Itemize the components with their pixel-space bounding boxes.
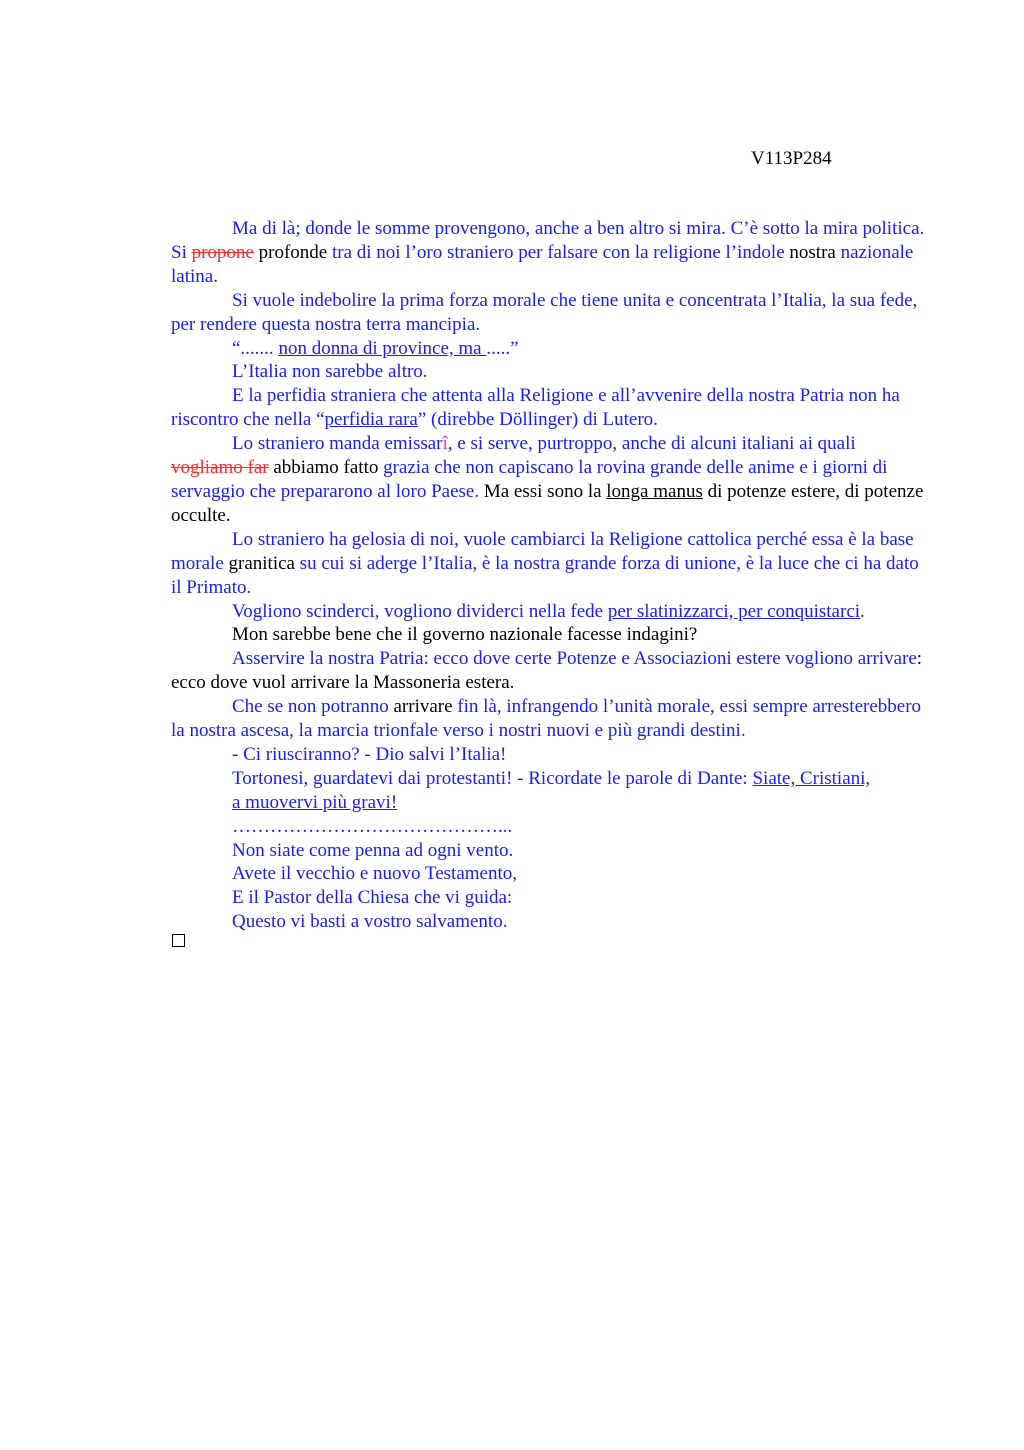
deleted-text: propone — [191, 241, 254, 263]
paragraph-12 — [171, 743, 931, 767]
verse-line: Avete il vecchio e nuovo Testamento, — [232, 863, 517, 885]
paragraph-8 — [171, 600, 931, 624]
paragraph-1 — [171, 217, 931, 289]
text-run: Lo straniero manda emissar — [232, 433, 443, 455]
page-reference: V113P284 — [751, 148, 832, 169]
verse-line: ……………………………………... — [232, 815, 513, 837]
text-run: “....... — [232, 337, 279, 359]
text-run: granitica — [223, 552, 295, 574]
end-marker-box — [172, 934, 185, 947]
text-run: L’Italia non sarebbe altro. — [232, 361, 428, 383]
text-run: Vogliono scinderci, vogliono dividerci nella fede — [232, 600, 608, 622]
text-run: : ecco dove vuol arrivare la Massoneria estera. — [171, 648, 923, 694]
text-run: Che se non potranno — [232, 696, 389, 718]
document-body — [171, 217, 931, 934]
paragraph-13 — [171, 767, 931, 815]
text-run: abbiamo fatto — [268, 457, 379, 479]
text-run: su cui si aderge l’Italia, è la nostra grande forza di unione, è la luce che ci ha dato il Primato. — [171, 552, 919, 598]
highlighted-char: î — [442, 433, 448, 455]
verse-line: Questo vi basti a vostro salvamento. — [232, 911, 508, 933]
text-run: - Ci riusciranno? - Dio salvi l’Italia! — [232, 743, 507, 765]
paragraph-10 — [171, 647, 931, 695]
text-run: .....” — [486, 337, 519, 359]
underlined-quote: non donna di province, ma — [278, 337, 487, 359]
text-run: Asservire la nostra Patria: ecco dove certe Potenze e Associazioni estere vogliono arrivare — [232, 648, 917, 670]
paragraph-2 — [171, 289, 931, 337]
verse-line: E il Pastor della Chiesa che vi guida: — [232, 887, 513, 909]
underlined-phrase: per slatinizzarci, per conquistarci — [607, 600, 861, 622]
verse-line: Non siate come penna ad ogni vento. — [232, 839, 514, 861]
text-run: Ma di là; donde le somme provengono, anche a ben altro si mira. C’è sotto la mira politica. Si — [171, 218, 925, 263]
text-run: , e si serve, purtroppo, anche di alcuni italiani ai quali — [447, 433, 856, 455]
paragraph-5 — [171, 384, 931, 432]
underlined-phrase: longa manus — [606, 480, 703, 502]
underlined-phrase: perfidia rara — [324, 409, 418, 431]
text-run: Mon sarebbe bene che il governo nazionale facesse indagini? — [232, 624, 698, 646]
deleted-text: vogliamo far — [171, 457, 269, 479]
text-run: grazia che non capiscano la rovina grande delle anime e i giorni di servaggio che prepararono al loro Paese. — [171, 457, 888, 502]
text-run: Lo straniero ha gelosia di noi, vuole cambiarci la Religione cattolica perché essa è la base morale — [171, 528, 914, 574]
text-run: nazionale latina. — [171, 241, 914, 287]
paragraph-4 — [171, 360, 931, 384]
underlined-quote: Siate, Cristiani, — [752, 767, 871, 789]
text-run: Si vuole indebolire la prima forza morale che tiene unita e concentrata l’Italia, la sua fede, per rendere questa nostra terra mancipia. — [171, 289, 918, 335]
paragraph-11 — [171, 695, 931, 743]
text-run: Ma essi sono la — [479, 480, 607, 502]
underlined-quote: a muovervi più gravi! — [232, 791, 398, 813]
paragraph-3-quote — [171, 337, 931, 361]
paragraph-7 — [171, 528, 931, 600]
text-run: di potenze estere, di potenze occulte. — [171, 480, 924, 526]
paragraph-9 — [171, 623, 931, 647]
paragraph-6 — [171, 432, 931, 528]
text-run: arrivare — [388, 696, 453, 718]
text-run: ” (direbbe Döllinger) di Lutero. — [417, 409, 658, 431]
text-run: profonde — [253, 241, 328, 263]
text-run: Tortonesi, guardatevi dai protestanti! - Ricordate le parole di Dante: — [232, 767, 753, 789]
text-run: E la perfidia straniera che attenta alla Religione e all’avvenire della nostra Patria non ha riscontro che nella “ — [171, 385, 900, 431]
text-run: fin là, infrangendo l’unità morale, essi sempre arresterebbero la nostra ascesa, la marcia trionfale verso i nostri nuovi e più grandi destini. — [171, 696, 922, 742]
text-run: . — [860, 600, 865, 622]
text-run: nostra — [784, 241, 841, 263]
text-run: tra di noi l’oro straniero per falsare con la religione l’indole — [327, 241, 785, 263]
